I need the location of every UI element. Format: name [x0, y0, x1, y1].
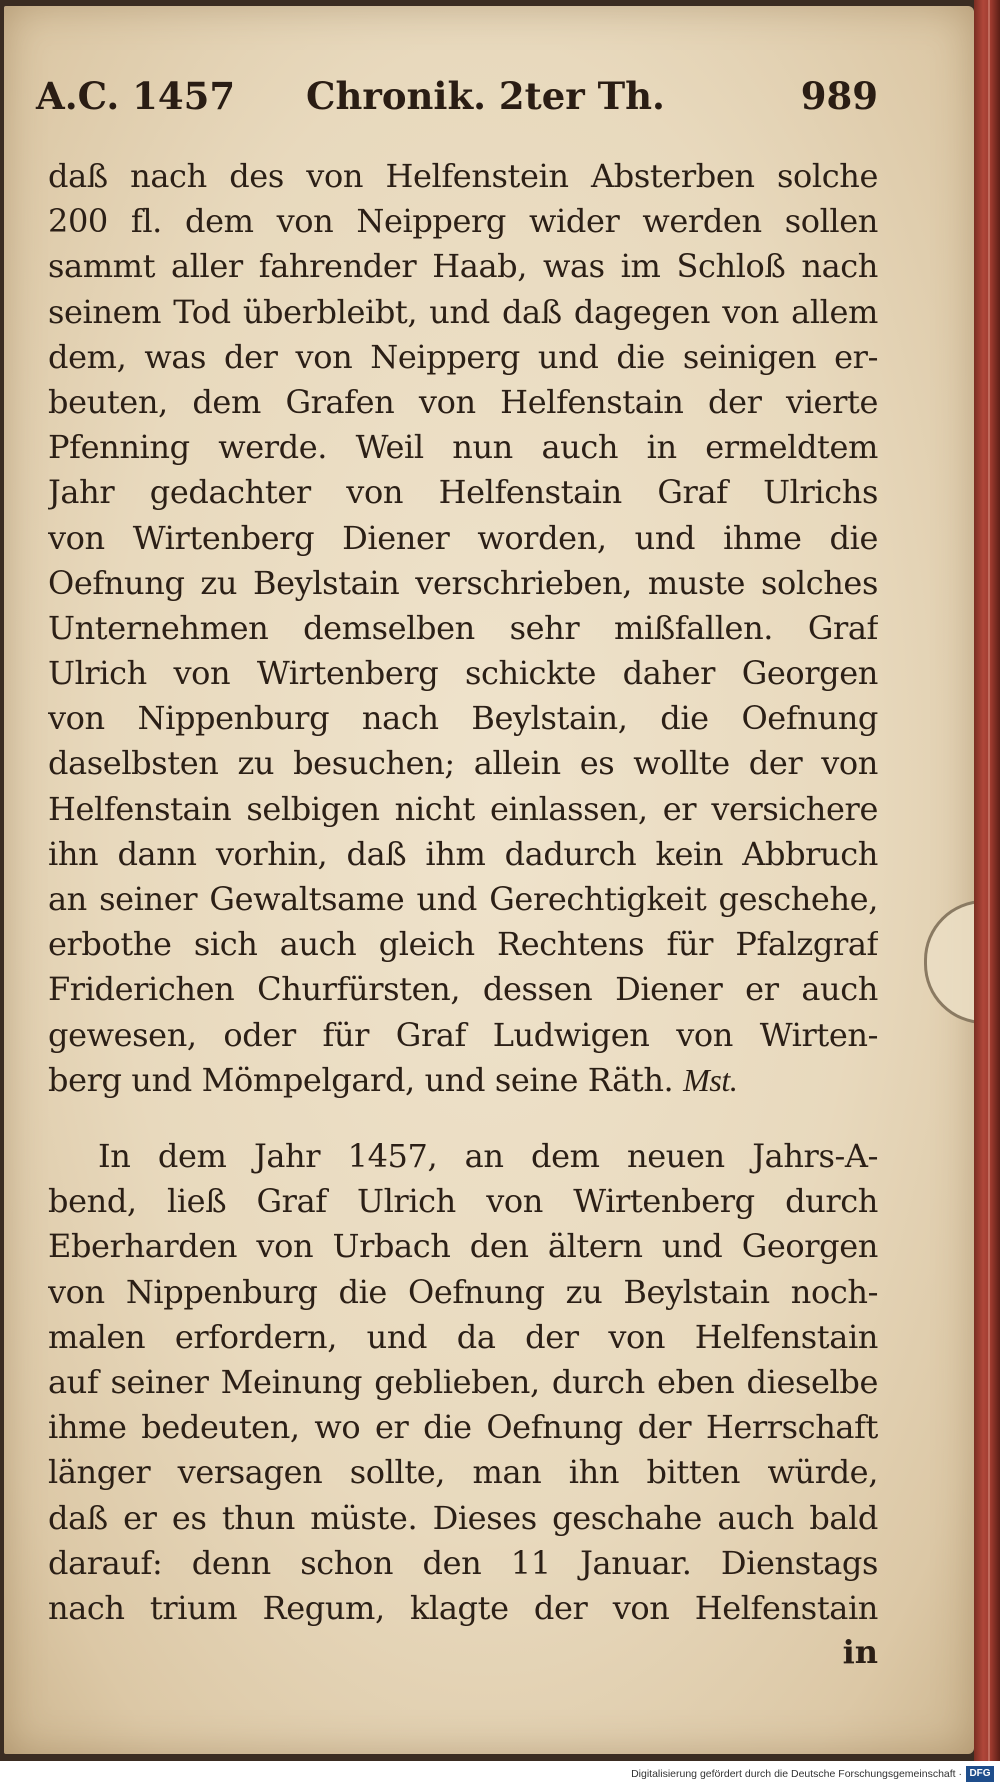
page-edge-red — [974, 0, 1000, 1761]
paragraph-1 — [48, 154, 878, 1103]
text-line: Jahr gedachter von Helfenstain Graf Ulrichs — [48, 473, 878, 512]
text-line: auf seiner Meinung geblieben, durch eben dieselbe — [48, 1362, 878, 1401]
text-line: darauf: denn schon den 11 Januar. Dienstags — [48, 1543, 878, 1582]
text-line: Ulrich von Wirtenberg schickte daher Georgen — [48, 654, 878, 693]
paragraph-2 — [48, 1134, 878, 1631]
source-note: Mst. — [683, 1061, 738, 1098]
text-line: sammt aller fahrender Haab, was im Schloß nach — [48, 247, 878, 286]
text-line: an seiner Gewaltsame und Gerechtigkeit geschehe, — [48, 880, 878, 918]
text-line: Eberharden von Urbach den ältern und Georgen — [48, 1227, 878, 1266]
text-line: bend, ließ Graf Ulrich von Wirtenberg durch — [48, 1182, 878, 1221]
text-line: beuten, dem Grafen von Helfenstain der vierte — [48, 382, 878, 421]
text-line: daselbsten zu besuchen; allein es wollte der von — [48, 744, 878, 783]
text-line: erbothe sich auch gleich Rechtens für Pfalzgraf — [48, 925, 878, 964]
footer-credit: Digitalisierung gefördert durch die Deutsche Forschungsgemeinschaft · — [631, 1768, 962, 1780]
text-line: Pfenning werde. Weil nun auch in ermeldtem — [48, 428, 878, 467]
text-line: 200 fl. dem von Neipperg wider werden sollen — [48, 202, 878, 241]
text-line: ihn dann vorhin, daß ihm dadurch kein Abbruch — [48, 834, 878, 873]
text-line: seinem Tod überbleibt, und daß dagegen von allem — [48, 292, 878, 331]
text-line: von Nippenburg nach Beylstain, die Oefnung — [48, 699, 878, 738]
text-line: von Wirtenberg Diener worden, und ihme die — [48, 518, 878, 557]
text-line: daß nach des von Helfenstein Absterben solche — [48, 157, 878, 195]
text-line-last — [48, 1058, 878, 1103]
dfg-logo: DFG — [966, 1766, 994, 1782]
text-line: Friderichen Churfürsten, dessen Diener er auch — [48, 970, 878, 1009]
text-line: In dem Jahr 1457, an dem neuen Jahrs-A- — [98, 1137, 878, 1175]
running-head — [36, 74, 878, 124]
text-line: Oefnung zu Beylstain verschrieben, muste solches — [48, 563, 878, 602]
footer-bar — [0, 1761, 1000, 1791]
book-page — [4, 6, 974, 1754]
text-line: länger versagen sollte, man ihn bitten würde, — [48, 1453, 878, 1492]
text-line: malen erfordern, und da der von Helfenstain — [48, 1317, 878, 1356]
text-line: Helfenstain selbigen nicht einlassen, er versichere — [48, 789, 878, 828]
text-line: Unternehmen demselben sehr mißfallen. Graf — [48, 608, 878, 647]
text-line: nach trium Regum, klagte der von Helfenstain — [48, 1588, 878, 1627]
header-title: Chronik. 2ter Th. — [306, 74, 665, 118]
page-edge-highlight — [988, 0, 990, 1761]
catchword: in — [842, 1633, 878, 1671]
header-year: A.C. 1457 — [36, 74, 236, 118]
page-number: 989 — [800, 74, 878, 118]
text-line: dem, was der von Neipperg und die seinigen er- — [48, 337, 878, 376]
text-line-content: berg und Mömpelgard, und seine Räth. — [48, 1060, 674, 1099]
text-line: von Nippenburg die Oefnung zu Beylstain noch- — [48, 1272, 878, 1311]
text-line: ihme bedeuten, wo er die Oefnung der Herrschaft — [48, 1408, 878, 1447]
text-line: gewesen, oder für Graf Ludwigen von Wirten- — [48, 1015, 878, 1054]
text-line: daß er es thun müste. Dieses geschahe auch bald — [48, 1498, 878, 1537]
